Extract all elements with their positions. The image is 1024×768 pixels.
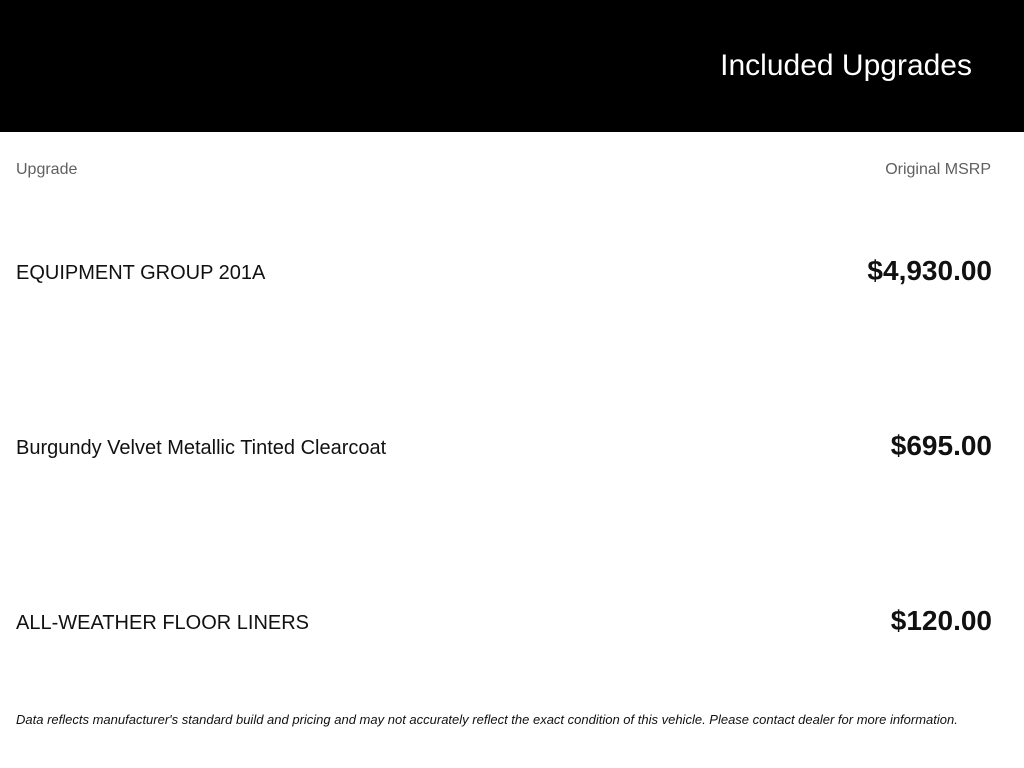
page-title: Included Upgrades xyxy=(720,49,972,82)
upgrade-name: Burgundy Velvet Metallic Tinted Clearcoat xyxy=(16,437,387,459)
upgrade-price: $120.00 xyxy=(890,605,992,636)
column-header-upgrade: Upgrade xyxy=(16,161,78,178)
pricing-disclaimer: Data reflects manufacturer's standard build and pricing and may not accurately reflect the exact condition of this vehicle. Please contact dealer for more information. xyxy=(16,712,958,727)
column-header-original-msrp: Original MSRP xyxy=(885,161,991,178)
upgrade-row xyxy=(16,602,992,642)
upgrade-price: $4,930.00 xyxy=(867,255,992,286)
upgrade-price: $695.00 xyxy=(890,430,992,461)
header-bar xyxy=(0,0,1024,132)
upgrade-row xyxy=(16,252,992,292)
upgrade-name: EQUIPMENT GROUP 201A xyxy=(16,262,266,284)
upgrade-row xyxy=(16,427,992,467)
upgrade-name: ALL-WEATHER FLOOR LINERS xyxy=(16,612,310,634)
